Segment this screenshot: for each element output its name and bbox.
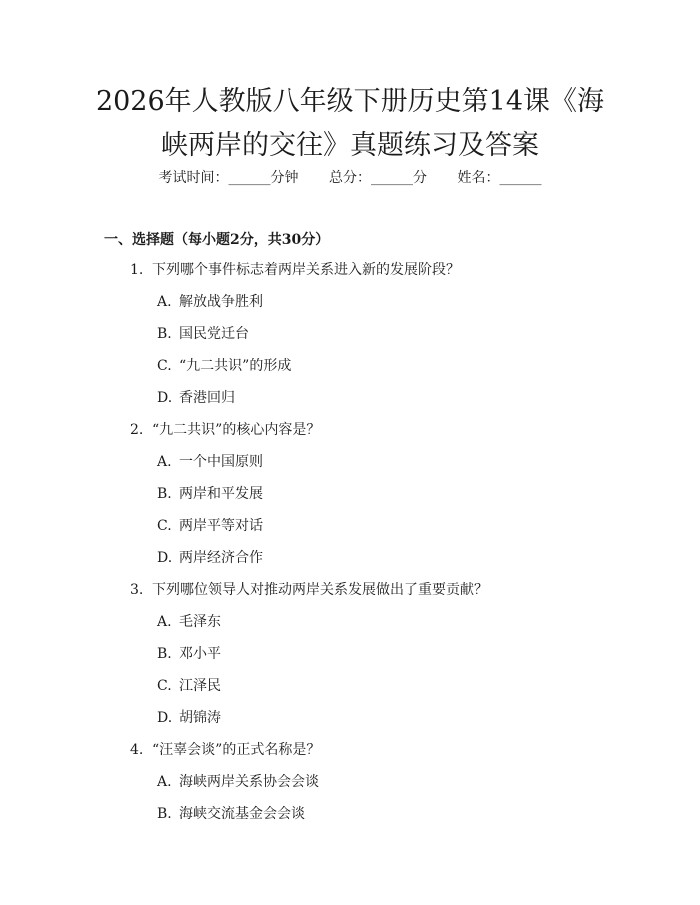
option-letter: C. [157,518,172,534]
option-1c [157,356,291,376]
option-letter: C. [157,358,172,374]
option-3a [157,612,221,632]
option-1a [157,292,263,312]
option-letter: C. [157,678,172,694]
total-score: 总分：______分 [329,170,427,186]
question-2 [130,420,320,440]
option-text: 毛泽东 [179,614,221,630]
option-2c [157,516,263,536]
question-text: 下列哪个事件标志着两岸关系进入新的发展阶段？ [152,262,460,278]
option-text: 两岸平等对话 [179,518,263,534]
section-heading: 一、选择题（每小题2分，共30分） [104,232,330,248]
option-letter: D. [157,550,173,566]
option-text: 邓小平 [179,646,221,662]
option-letter: B. [157,646,172,662]
option-letter: A. [157,614,172,630]
question-text: “九二共识”的核心内容是？ [152,422,321,438]
option-text: 解放战争胜利 [179,294,263,310]
question-number: 4. [130,742,144,758]
option-text: 海峡两岸关系协会会谈 [179,774,319,790]
title-line-2: 峡两岸的交往》真题练习及答案 [161,130,539,161]
option-2d [157,548,263,568]
option-text: 胡锦涛 [179,710,221,726]
option-text: 两岸经济合作 [179,550,263,566]
student-name: 姓名：______ [457,170,542,186]
option-letter: A. [157,774,172,790]
option-3c [157,676,221,696]
option-letter: D. [157,710,173,726]
option-4a [157,772,319,792]
option-text: 两岸和平发展 [179,486,263,502]
option-2b [157,484,263,504]
exam-time: 考试时间：______分钟 [158,170,299,186]
option-text: 江泽民 [179,678,221,694]
option-letter: B. [157,486,172,502]
question-text: “汪辜会谈”的正式名称是？ [152,742,321,758]
document-title [60,80,640,168]
question-1 [130,260,460,280]
option-text: 国民党迁台 [179,326,249,342]
question-number: 2. [130,422,144,438]
option-2a [157,452,263,472]
option-letter: B. [157,806,172,822]
question-3 [130,580,488,600]
option-text: 香港回归 [179,390,235,406]
option-letter: A. [157,454,172,470]
option-text: 一个中国原则 [179,454,263,470]
question-number: 1. [130,262,144,278]
exam-info [0,168,700,188]
option-letter: A. [157,294,172,310]
question-number: 3. [130,582,144,598]
option-letter: D. [157,390,173,406]
question-text: 下列哪位领导人对推动两岸关系发展做出了重要贡献？ [152,582,488,598]
option-text: 海峡交流基金会会谈 [179,806,305,822]
question-4 [130,740,320,760]
title-line-1: 2026年人教版八年级下册历史第14课《海 [95,86,605,117]
option-3b [157,644,221,664]
option-4b [157,804,305,824]
option-text: “九二共识”的形成 [179,358,292,374]
option-1b [157,324,249,344]
option-1d [157,388,235,408]
option-letter: B. [157,326,172,342]
option-3d [157,708,221,728]
